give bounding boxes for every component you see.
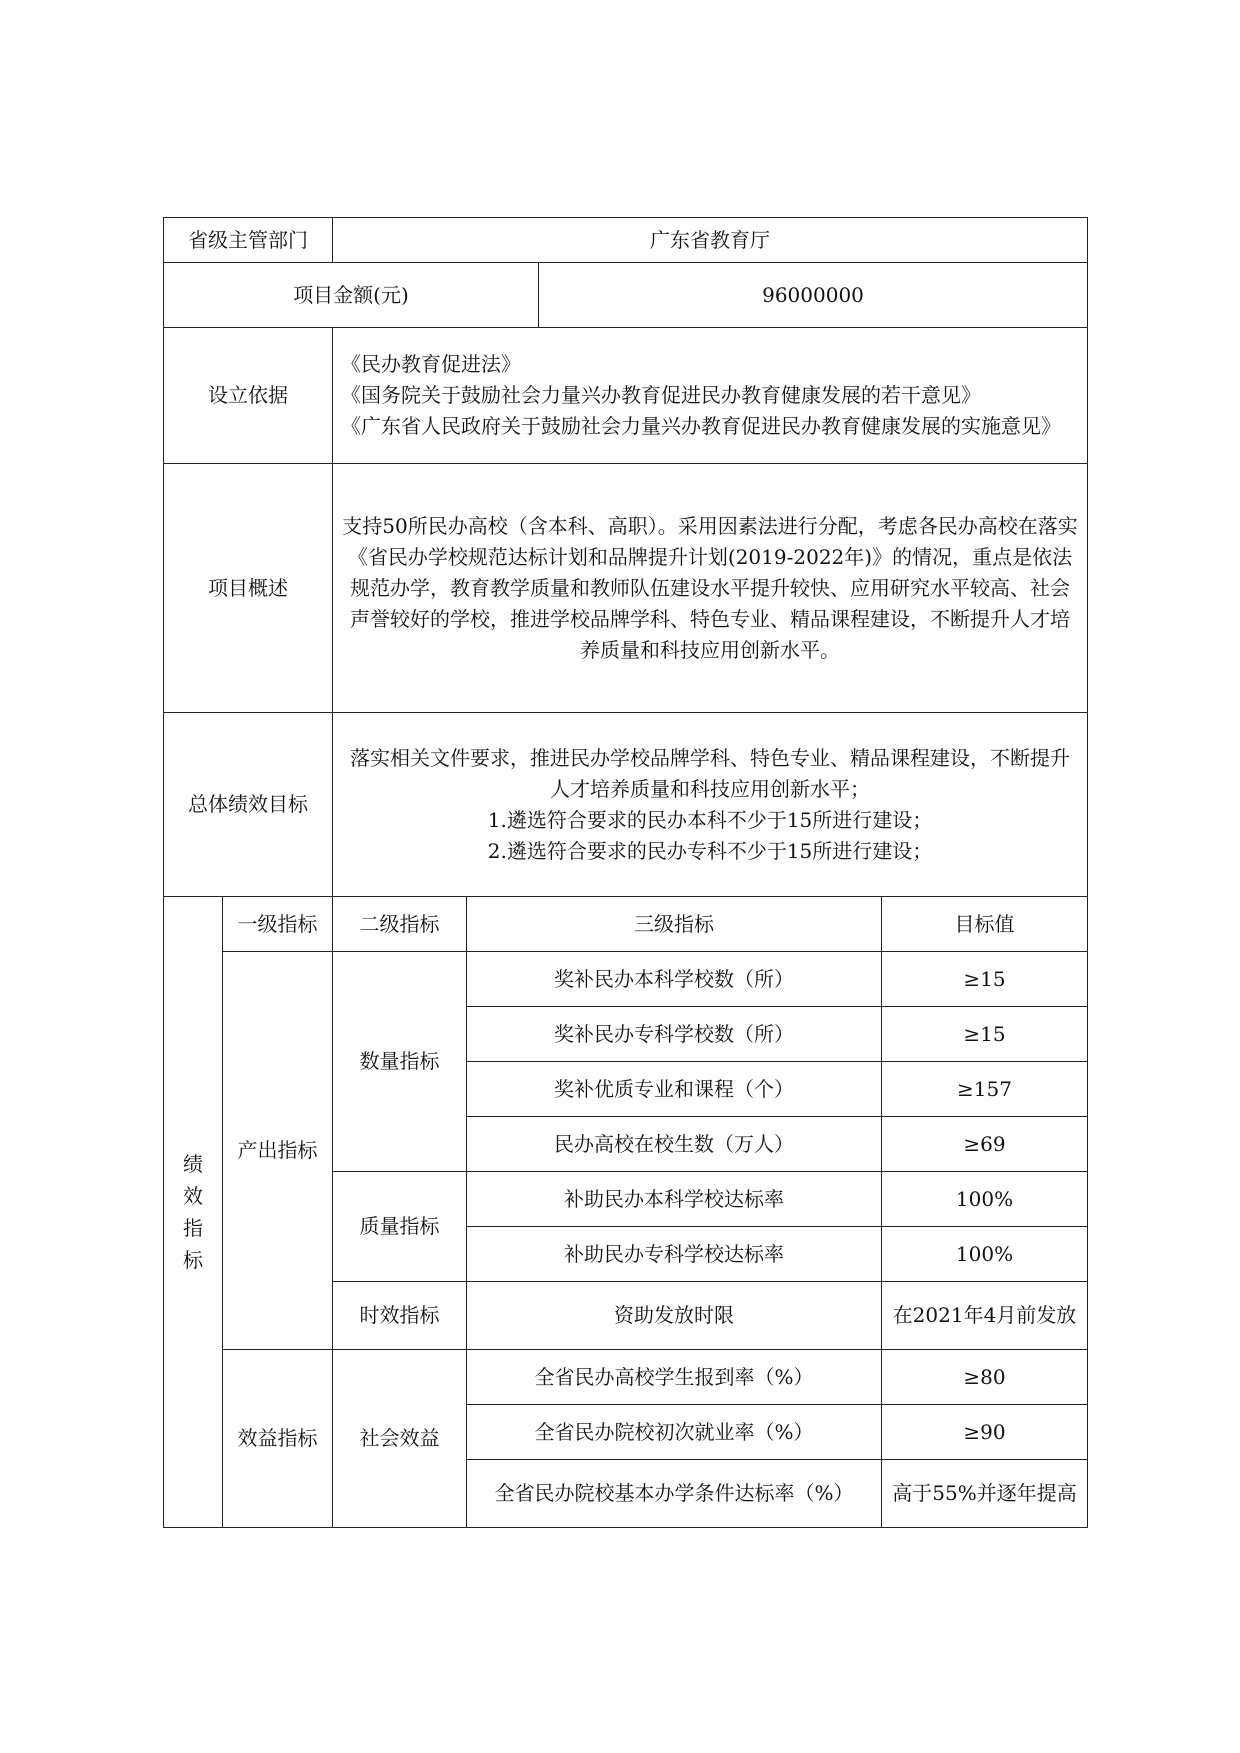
indicator-target: 100%: [882, 1172, 1088, 1227]
indicator-name: 全省民办院校初次就业率（%）: [467, 1405, 882, 1460]
indicator-target: ≥15: [882, 952, 1088, 1007]
overview-row: [164, 464, 1088, 713]
dept-value: 广东省教育厅: [333, 218, 1088, 263]
goal-line-3: 2.遴选符合要求的民办专科不少于15所进行建设；: [487, 838, 933, 863]
goal-row: [164, 713, 1088, 897]
header-target: 目标值: [882, 897, 1088, 952]
indicators-label: [164, 897, 223, 1528]
indicator-name: 全省民办院校基本办学条件达标率（%）: [467, 1460, 882, 1528]
basis-content: [333, 328, 1088, 464]
basis-line-2: 《国务院关于鼓励社会力量兴办教育促进民办教育健康发展的若干意见》: [341, 383, 981, 407]
indicator-name: 奖补优质专业和课程（个）: [467, 1062, 882, 1117]
indicators-label-char: 绩: [183, 1152, 203, 1176]
dept-label: 省级主管部门: [164, 218, 333, 263]
indicators-label-char: 效: [183, 1184, 203, 1208]
amount-label: 项目金额(元): [164, 263, 539, 328]
basis-line-1: 《民办教育促进法》: [341, 352, 521, 376]
timeliness-indicator-label: 时效指标: [333, 1282, 467, 1350]
social-benefit-label: 社会效益: [333, 1350, 467, 1528]
indicator-name: 全省民办高校学生报到率（%）: [467, 1350, 882, 1405]
goal-label: 总体绩效目标: [164, 713, 333, 897]
indicators-label-char: 标: [183, 1248, 203, 1272]
quantity-indicator-label: 数量指标: [333, 952, 467, 1172]
basis-label: 设立依据: [164, 328, 333, 464]
amount-row: [164, 263, 1088, 328]
indicator-target: 在2021年4月前发放: [882, 1282, 1088, 1350]
indicator-target: 100%: [882, 1227, 1088, 1282]
indicator-name: 奖补民办专科学校数（所）: [467, 1007, 882, 1062]
table-row: [164, 1350, 1088, 1405]
basis-row: [164, 328, 1088, 464]
table-row: [164, 952, 1088, 1007]
indicator-target: ≥69: [882, 1117, 1088, 1172]
indicator-name: 补助民办本科学校达标率: [467, 1172, 882, 1227]
indicator-target: ≥15: [882, 1007, 1088, 1062]
header-level1: 一级指标: [223, 897, 333, 952]
benefit-indicator-label: 效益指标: [223, 1350, 333, 1528]
header-level3: 三级指标: [467, 897, 882, 952]
indicators-label-char: 指: [183, 1216, 203, 1240]
indicator-target: ≥90: [882, 1405, 1088, 1460]
indicator-name: 补助民办专科学校达标率: [467, 1227, 882, 1282]
indicator-name: 资助发放时限: [467, 1282, 882, 1350]
indicator-name: 奖补民办本科学校数（所）: [467, 952, 882, 1007]
overview-label: 项目概述: [164, 464, 333, 713]
overview-text: 支持50所民办高校（含本科、高职）。采用因素法进行分配，考虑各民办高校在落实《省民办学校规范达标计划和品牌提升计划(2019-2022年)》的情况，重点是依法规范办学，教育教学质量和教师队伍建设水平提升较快、应用研究水平较高、社会声誉较好的学校，推进学校品牌学科、特色专业、精品课程建设，不断提升人才培养质量和科技应用创新水平。: [333, 464, 1088, 713]
indicator-target: ≥157: [882, 1062, 1088, 1117]
basis-line-3: 《广东省人民政府关于鼓励社会力量兴办教育促进民办教育健康发展的实施意见》: [341, 414, 1061, 438]
indicator-header-row: [164, 897, 1088, 952]
output-indicator-label: 产出指标: [223, 952, 333, 1350]
indicator-name: 民办高校在校生数（万人）: [467, 1117, 882, 1172]
performance-table: [163, 217, 1088, 1528]
quality-indicator-label: 质量指标: [333, 1172, 467, 1282]
indicator-target: ≥80: [882, 1350, 1088, 1405]
goal-line-2: 1.遴选符合要求的民办本科不少于15所进行建设；: [487, 807, 933, 832]
goal-content: [333, 713, 1088, 897]
dept-row: [164, 218, 1088, 263]
indicator-target: 高于55%并逐年提高: [882, 1460, 1088, 1528]
goal-line-1: 落实相关文件要求，推进民办学校品牌学科、特色专业、精品课程建设，不断提升人才培养质量和科技应用创新水平；: [350, 745, 1070, 801]
header-level2: 二级指标: [333, 897, 467, 952]
amount-value: 96000000: [539, 263, 1088, 328]
